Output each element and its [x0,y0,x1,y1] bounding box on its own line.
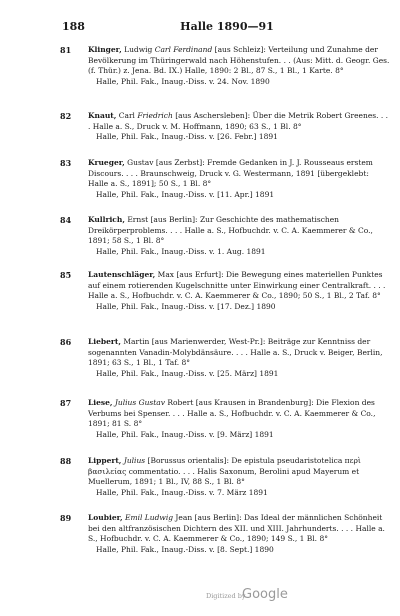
entry-text: [aus Berlin]: Zur Geschichte des mathematischen Dreikörperproblems. . . . Halle a. S., Hofbuchdr. v. C. A. Kaemmerer & Co., 1891; 58 S., 1 Bl. 8° [88,215,373,245]
dissertation-note: Halle, Phil. Fak., Inaug.-Diss. v. 24. Nov. 1890 [96,76,270,86]
author-name: Krueger, [88,158,125,167]
author-given: Gustav [127,158,154,167]
author-given: Ernst [127,215,149,224]
author-name: Loubier, [88,513,123,522]
entry-text: [aus Schleiz]: Verteilung und Zunahme der Bevölkerung im Thüringerwald nach Höhenstufen. . . (Aus: Mitt. d. Geogr. Ges. (f. Thür.) z. Jena. Bd. IX.) Halle, 1890: 2 Bl., 87 S., 1 Bl., 1 Karte. 8° [88,45,390,75]
entry-87 [60,398,390,440]
entry-number: 83 [60,158,72,168]
entry-body [88,215,390,257]
author-given-script: Carl Ferdinand [154,45,213,54]
entry-85 [60,270,390,312]
author-given-script: Julius Gustav [114,398,165,407]
author-given-script: Friedrich [137,111,173,120]
author-name: Klinger, [88,45,122,54]
entry-89 [60,513,390,555]
entry-body [88,45,390,87]
dissertation-note: Halle, Phil. Fak., Inaug.-Diss. v. 1. Aug. 1891 [96,246,266,256]
author-name: Lautenschläger, [88,270,156,279]
dissertation-note: Halle, Phil. Fak., Inaug.-Diss. v. [8. Sept.] 1890 [96,544,274,554]
entry-84 [60,215,390,257]
dissertation-note: Halle, Phil. Fak., Inaug.-Diss. v. [17. Dez.] 1890 [96,301,276,311]
entry-text: [aus Erfurt]: Die Bewegung eines materiellen Punktes auf einem rotierenden Kugelschnitte unter Einwirkung einer Centralkraft. . . . Halle a. S., Hofbuchdr. v. C. A. Kaemmerer & Co., 1890; 50 S., 1 Bl., 2 Taf. 8° [88,270,386,300]
entry-text: [aus Aschersleben]: Über die Metrik Robert Greenes. . . . Halle a. S., Druck v. M. Hoffmann, 1890; 63 S., 1 Bl. 8° [88,111,389,131]
entry-88 [60,456,390,498]
author-name: Knaut, [88,111,117,120]
entry-number: 87 [60,398,72,408]
entry-body [88,270,390,312]
google-logo: Google [242,587,288,602]
entry-body [88,456,390,498]
author-name: Kullrich, [88,215,125,224]
author-given: Carl [118,111,135,120]
entry-82 [60,111,390,143]
entry-number: 82 [60,111,72,121]
entry-text: [Borussus orientalis]: De epistula pseudaristotelica περὶ βασιλείας commentatio. . . . Halis Saxonum, Berolini apud Mayerum et Muellerum, 1891; 1 Bl., IV, 88 S., 1 Bl. 8° [88,456,361,486]
entry-81 [60,45,390,87]
entry-text: Robert [aus Krausen in Brandenburg]: Die Flexion des Verbums bei Spenser. . . . Halle a. S., Hofbuchdr. v. C. A. Kaemmerer & Co., 1891; 81 S. 8° [88,398,376,428]
entry-body [88,337,390,379]
author-given: Max [157,270,175,279]
author-name: Liese, [88,398,113,407]
entry-text: [aus Zerbst]: Fremde Gedanken in J. J. Rousseaus erstem Discours. . . . Braunschweig, Druck v. G. Westermann, 1891 [übergeklebt: Halle a. S., 1891]; 50 S., 1 Bl. 8° [88,158,373,188]
author-given-script: Julius [123,456,146,465]
author-name: Lippert, [88,456,122,465]
entry-body [88,158,390,200]
entry-83 [60,158,390,200]
entry-body [88,398,390,440]
entry-number: 86 [60,337,72,347]
entry-text: Jean [aus Berlin]: Das Ideal der männlichen Schönheit bei den altfranzösischen Dichtern des XII. und XIII. Jahrhunderts. . . . Halle a. S., Hofbuchdr. v. C. A. Kaemmerer & Co., 1890; 149 S., 1 Bl. 8° [88,513,385,543]
dissertation-note: Halle, Phil. Fak., Inaug.-Diss. v. 7. März 1891 [96,487,268,497]
entry-86 [60,337,390,379]
running-title: Halle 1890—91 [180,20,274,33]
dissertation-note: Halle, Phil. Fak., Inaug.-Diss. v. [25. März] 1891 [96,368,279,378]
page-header [62,20,392,36]
entry-number: 85 [60,270,72,280]
entry-number: 89 [60,513,72,523]
dissertation-note: Halle, Phil. Fak., Inaug.-Diss. v. [11. Apr.] 1891 [96,189,275,199]
entry-number: 88 [60,456,72,466]
entry-body [88,111,390,143]
page-number: 188 [62,20,85,33]
entry-number: 84 [60,215,72,225]
dissertation-note: Halle, Phil. Fak., Inaug.-Diss. v. [9. März] 1891 [96,429,274,439]
entry-text: [aus Marienwerder, West-Pr.]: Beiträge zur Kenntniss der sogenannten Vanadin-Molybdänsäure. . . . Halle a. S., Druck v. Beiger, Berlin, 1891; 63 S., 1 Bl., 1 Taf. 8° [88,337,383,367]
author-given-script: Emil Ludwig [125,513,174,522]
dissertation-note: Halle, Phil. Fak., Inaug.-Diss. v. [26. Febr.] 1891 [96,132,278,141]
entry-number: 81 [60,45,72,55]
entry-body [88,513,390,555]
watermark-prefix: Digitized by [206,592,246,600]
digitization-watermark [206,586,300,604]
author-name: Liebert, [88,337,121,346]
author-given: Ludwig [124,45,153,54]
author-given: Martin [123,337,150,346]
